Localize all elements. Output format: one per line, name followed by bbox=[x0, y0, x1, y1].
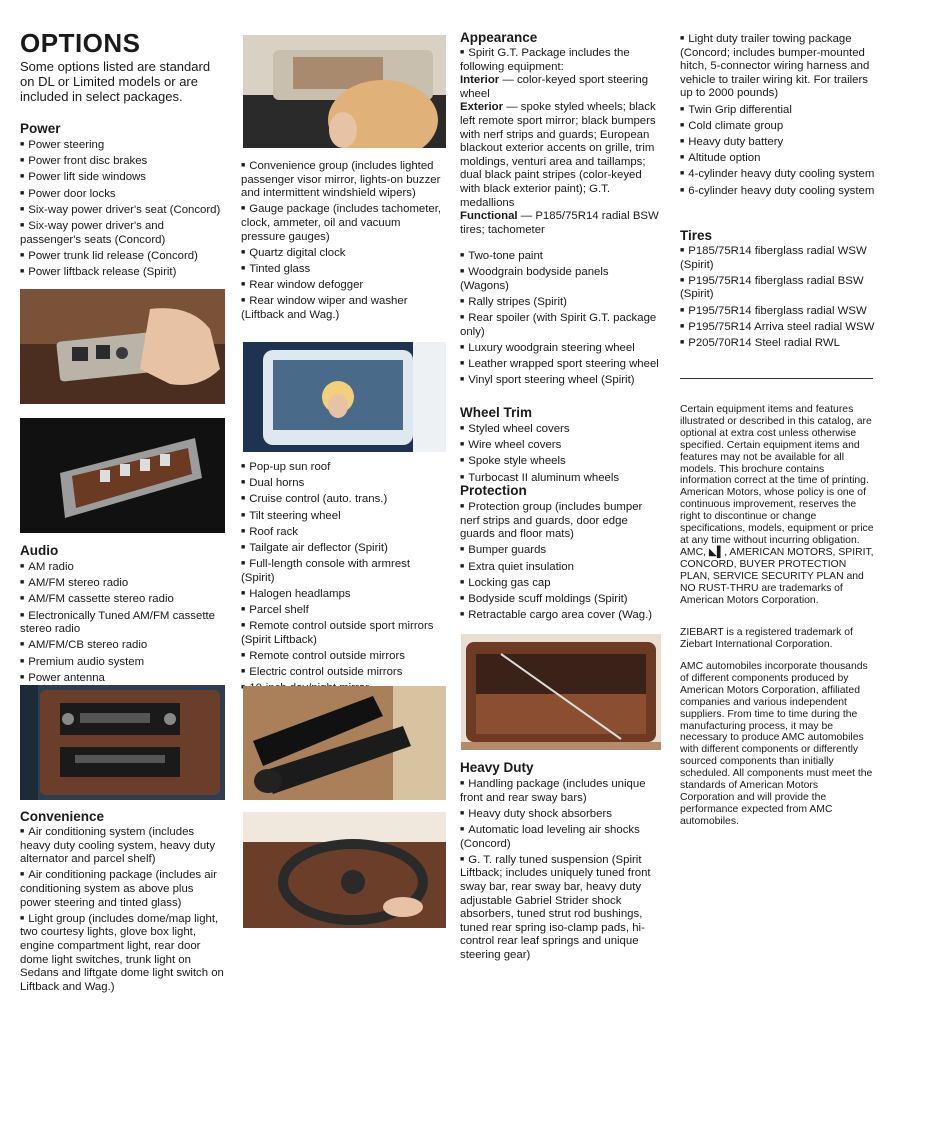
photo-tilt-steering bbox=[243, 812, 446, 928]
appearance-interior: Interior — color-keyed sport steering wheel bbox=[460, 74, 649, 100]
list-item: ■ Tinted glass bbox=[241, 262, 446, 277]
list-item: ■ Electric control outside mirrors bbox=[241, 665, 446, 680]
list-item: ■ Tilt steering wheel bbox=[241, 509, 446, 524]
list-item: ■ Handling package (includes unique front and rear sway bars) bbox=[460, 777, 660, 805]
list-item: ■ Quartz digital clock bbox=[241, 246, 446, 261]
col2-list-a bbox=[241, 159, 446, 324]
list-item: ■ AM radio bbox=[20, 560, 225, 575]
ziebart-trademark-text: ZIEBART is a registered trademark of Ziebart International Corporation. bbox=[680, 627, 853, 650]
list-item: ■ Power antenna bbox=[20, 671, 225, 686]
power-heading: Power bbox=[20, 121, 61, 136]
list-item: ■ Two-tone paint bbox=[460, 249, 660, 264]
appearance-exterior: Exterior — spoke styled wheels; black left remote sport mirror; black bumpers with nerf strips and guards; European blackout exterior accents on grille, trim moldings, venturi area and taillamps; dual black paint stripes (color-keyed with black exterior paint); G.T. medallions bbox=[460, 101, 656, 209]
list-item: ■ Wire wheel covers bbox=[460, 438, 660, 453]
col2-list-b bbox=[241, 460, 446, 698]
list-item: ■ Dual horns bbox=[241, 476, 446, 491]
list-item: ■ Parcel shelf bbox=[241, 603, 446, 618]
list-item: ■ Halogen headlamps bbox=[241, 587, 446, 602]
list-item: ■ AM/FM cassette stereo radio bbox=[20, 592, 225, 607]
audio-list bbox=[20, 560, 225, 687]
list-item: ■ Retractable cargo area cover (Wag.) bbox=[460, 608, 660, 623]
audio-heading: Audio bbox=[20, 543, 59, 558]
list-item: ■ 4-cylinder heavy duty cooling system bbox=[680, 167, 875, 182]
list-item: ■ Electronically Tuned AM/FM cassette stereo radio bbox=[20, 609, 225, 637]
list-item: ■ Automatic load leveling air shocks (Concord) bbox=[460, 823, 660, 851]
list-item: ■ Spoke style wheels bbox=[460, 454, 660, 469]
heavy-duty-heading: Heavy Duty bbox=[460, 760, 534, 775]
convenience-heading: Convenience bbox=[20, 809, 105, 824]
appearance-details bbox=[460, 46, 660, 237]
list-item: ■ Power door locks bbox=[20, 187, 228, 202]
list-item: ■ Bumper guards bbox=[460, 543, 660, 558]
col4-list-a bbox=[680, 32, 875, 200]
list-item: ■ Convenience group (includes lighted passenger visor mirror, lights-on buzzer and intermittent windshield wipers) bbox=[241, 159, 446, 201]
list-item: ■ Light group (includes dome/map light, two courtesy lights, glove box light, engine compartment light, rear door dome light switches, trunk light on Sedans and liftgate dome light switch on Liftback and Wag.) bbox=[20, 912, 225, 995]
list-item: ■ Turbocast II aluminum wheels bbox=[460, 471, 660, 486]
photo-audio-console bbox=[20, 685, 225, 800]
page-title: OPTIONS bbox=[20, 28, 141, 58]
list-item: ■ Light duty trailer towing package (Concord; includes bumper-mounted hitch, 5-connector wiring harness and vehicle to trailer wiring kit. For trailers up to 2000 pounds) bbox=[680, 32, 875, 101]
list-item: ■ G. T. rally tuned suspension (Spirit Liftback; includes uniquely tuned front sway bar, rear sway bar, heavy duty adjustable Gabriel Strider shock absorbers, tuned strut rod bushings, tuned rear spring iso-clamp pads, hi-control rear leaf springs and unique steering gear) bbox=[460, 853, 660, 963]
list-item: ■ Rear window wiper and washer (Liftback and Wag.) bbox=[241, 294, 446, 322]
list-item: ■ Rear spoiler (with Spirit G.T. package only) bbox=[460, 311, 660, 339]
appearance-heading: Appearance bbox=[460, 30, 538, 45]
tires-heading: Tires bbox=[680, 228, 713, 243]
list-item: ■ Power steering bbox=[20, 138, 228, 153]
protection-list bbox=[460, 500, 660, 624]
list-item: ■ Remote control outside mirrors bbox=[241, 649, 446, 664]
list-item: ■ Bodyside scuff moldings (Spirit) bbox=[460, 592, 660, 607]
appearance-functional: Functional — P185/75R14 radial BSW tires; tachometer bbox=[460, 210, 659, 236]
list-item: ■ Heavy duty shock absorbers bbox=[460, 807, 660, 822]
list-item: ■ Styled wheel covers bbox=[460, 422, 660, 437]
list-item: ■ Power liftback release (Spirit) bbox=[20, 265, 228, 280]
list-item: ■ 6-cylinder heavy duty cooling system bbox=[680, 184, 875, 199]
list-item: ■ Remote control outside sport mirrors (Spirit Liftback) bbox=[241, 619, 446, 647]
list-item: ■ Air conditioning system (includes heavy duty cooling system, heavy duty alternator and parcel shelf) bbox=[20, 825, 225, 867]
list-item: ■ Cold climate group bbox=[680, 119, 875, 134]
intro-text: Some options listed are standard on DL or Limited models or are included in select packages. bbox=[20, 59, 211, 104]
list-item: ■ Vinyl sport steering wheel (Spirit) bbox=[460, 373, 660, 388]
photo-sunroof bbox=[243, 342, 446, 452]
list-item: ■ Six-way power driver's and passenger's seats (Concord) bbox=[20, 219, 228, 247]
list-item: ■ P205/70R14 Steel radial RWL bbox=[680, 336, 875, 351]
list-item: ■ Power front disc brakes bbox=[20, 154, 228, 169]
list-item: ■ P195/75R14 fiberglass radial BSW (Spirit) bbox=[680, 274, 875, 302]
list-item: ■ Altitude option bbox=[680, 151, 875, 166]
list-item: ■ Woodgrain bodyside panels (Wagons) bbox=[460, 265, 660, 293]
power-list bbox=[20, 138, 228, 281]
list-item: ■ P195/75R14 fiberglass radial WSW bbox=[680, 304, 875, 319]
list-item: ■ Premium audio system bbox=[20, 655, 225, 670]
list-item: ■ Pop-up sun roof bbox=[241, 460, 446, 475]
list-item: ■ Leather wrapped sport steering wheel bbox=[460, 357, 660, 372]
list-item: ■ Roof rack bbox=[241, 525, 446, 540]
protection-heading: Protection bbox=[460, 483, 527, 498]
list-item: ■ P185/75R14 fiberglass radial WSW (Spirit) bbox=[680, 244, 875, 272]
components-note-text: AMC automobiles incorporate thousands of different components produced by American Motors Corporation, affiliated companies and various independent suppliers. From time to time during the manufacturing process, it may be necessary to produce AMC automobiles with different components or differently sourced components than initially scheduled. All components must meet the standards of American Motors Corporation and will provide the performance expected from AMC automobiles. bbox=[680, 661, 873, 827]
list-item: ■ Twin Grip differential bbox=[680, 103, 875, 118]
list-item: ■ Power lift side windows bbox=[20, 170, 228, 185]
heavy-duty-list bbox=[460, 777, 660, 964]
list-item: ■ Extra quiet insulation bbox=[460, 560, 660, 575]
list-item: ■ Power trunk lid release (Concord) bbox=[20, 249, 228, 264]
list-item: ■ Heavy duty battery bbox=[680, 135, 875, 150]
photo-power-switch-panel bbox=[20, 418, 225, 533]
tires-list bbox=[680, 244, 875, 352]
photo-turn-signal-stalk bbox=[243, 686, 446, 800]
convenience-list bbox=[20, 825, 225, 996]
appearance-list bbox=[460, 249, 660, 390]
list-item: ■ Rally stripes (Spirit) bbox=[460, 295, 660, 310]
list-item: ■ Six-way power driver's seat (Concord) bbox=[20, 203, 228, 218]
list-item: ■ Rear window defogger bbox=[241, 278, 446, 293]
list-item: ■ AM/FM/CB stereo radio bbox=[20, 638, 225, 653]
photo-visor-mirror bbox=[243, 35, 446, 148]
wheel-trim-heading: Wheel Trim bbox=[460, 405, 533, 420]
section-divider bbox=[680, 378, 873, 379]
list-item: ■ Full-length console with armrest (Spirit) bbox=[241, 557, 446, 585]
list-item: ■ Protection group (includes bumper nerf strips and guards, door edge guards and floor mats) bbox=[460, 500, 660, 542]
list-item: ■ AM/FM stereo radio bbox=[20, 576, 225, 591]
list-item: ■ Air conditioning package (includes air conditioning system as above plus power steering and tinted glass) bbox=[20, 868, 225, 910]
photo-power-seat-control bbox=[20, 289, 225, 404]
list-item: ■ P195/75R14 Arriva steel radial WSW bbox=[680, 320, 875, 335]
list-item: ■ Luxury woodgrain steering wheel bbox=[460, 341, 660, 356]
wheel-trim-list bbox=[460, 422, 660, 487]
list-item: ■ Locking gas cap bbox=[460, 576, 660, 591]
appearance-lead: ■ Spirit G.T. Package includes the following equipment: bbox=[460, 47, 630, 73]
list-item: ■ Cruise control (auto. trans.) bbox=[241, 492, 446, 507]
disclaimer-text: Certain equipment items and features illustrated or described in this catalog, are optional at extra cost unless otherwise specified. Certain equipment items and features may not be available for all models. This brochure contains information correct at the time of printing. American Motors, whose policy is one of continuous improvement, reserves the right to discontinue or change specifications, models, equipment or price at any time without incurring obligation. AMC, ◣▌, AMERICAN MOTORS, SPIRIT, CONCORD, BUYER PROTECTION PLAN, SERVICE SECURITY PLAN and NO RUST-THRU are trademarks of American Motors Corporation. bbox=[680, 404, 874, 606]
list-item: ■ Gauge package (includes tachometer, clock, ammeter, oil and vacuum pressure gauges) bbox=[241, 202, 446, 244]
list-item: ■ Tailgate air deflector (Spirit) bbox=[241, 541, 446, 556]
photo-cargo-area bbox=[461, 634, 661, 750]
